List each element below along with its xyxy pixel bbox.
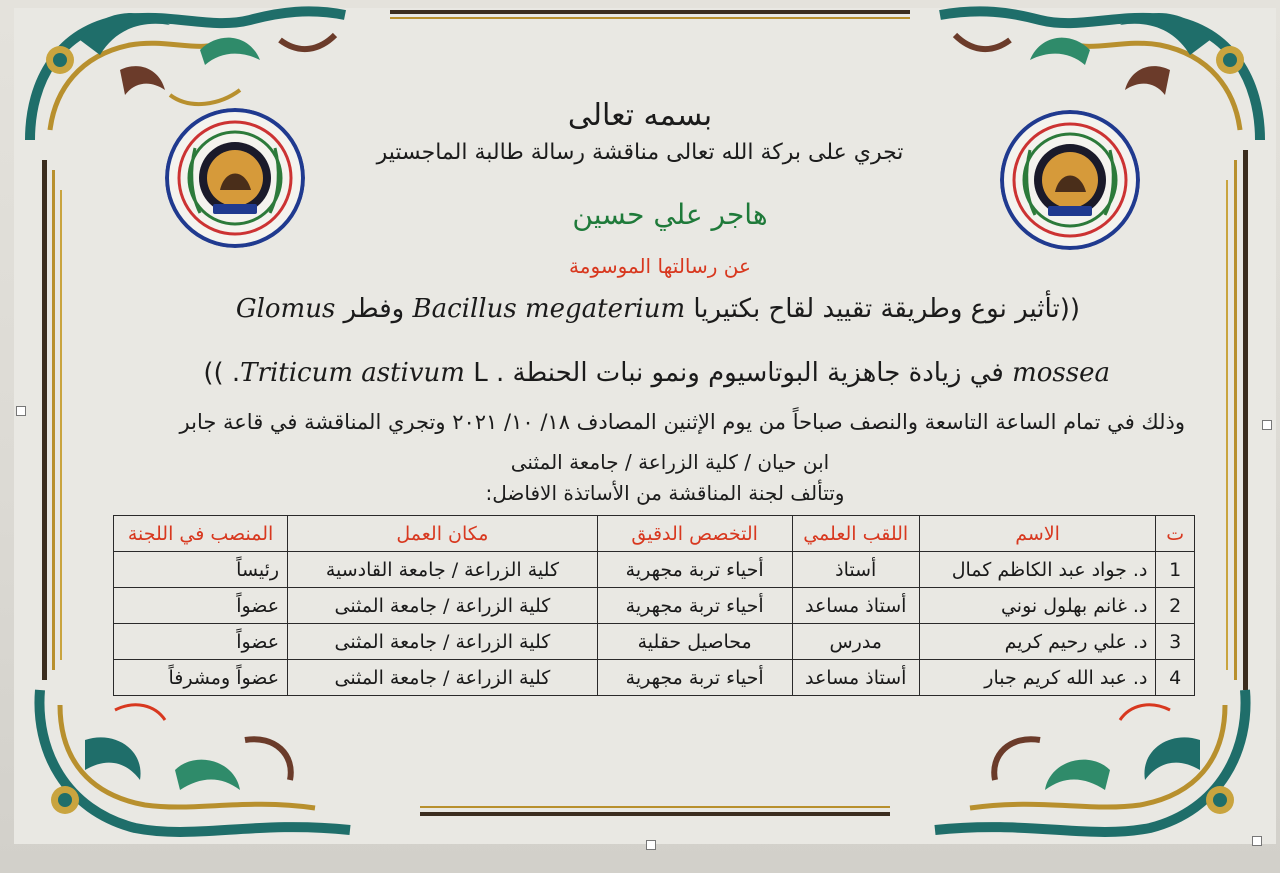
header-name: الاسم bbox=[919, 516, 1156, 552]
ornament-bottom-left bbox=[25, 680, 355, 850]
cell-role: عضواً bbox=[114, 624, 288, 660]
committee-table bbox=[113, 515, 1195, 696]
cell-name: د. علي رحيم كريم bbox=[919, 624, 1156, 660]
table-header-row bbox=[114, 516, 1195, 552]
intro-line: تجري على بركة الله تعالى مناقشة رسالة طالبة الماجستير bbox=[376, 140, 904, 165]
thesis-label: عن رسالتها الموسومة bbox=[569, 254, 751, 278]
cell-role: عضواً ومشرفاً bbox=[114, 660, 288, 696]
thesis-title-mid: وفطر bbox=[335, 294, 413, 324]
header-num: ت bbox=[1156, 516, 1195, 552]
selection-handle[interactable] bbox=[1262, 420, 1272, 430]
student-name: هاجر علي حسين bbox=[572, 198, 768, 231]
cell-name: د. عبد الله كريم جبار bbox=[919, 660, 1156, 696]
table-row bbox=[114, 552, 1195, 588]
bismillah-heading: بسمه تعالى bbox=[567, 98, 713, 133]
thesis-title-prefix: ((تأثير نوع وطريقة تقييد لقاح بكتيريا bbox=[685, 294, 1080, 324]
frame-top-line bbox=[390, 10, 910, 14]
selection-handle[interactable] bbox=[1252, 836, 1262, 846]
frame-top-gold-line bbox=[390, 17, 910, 19]
cell-work: كلية الزراعة / جامعة القادسية bbox=[288, 552, 598, 588]
selection-handle[interactable] bbox=[646, 840, 656, 850]
cell-num: 3 bbox=[1156, 624, 1195, 660]
frame-right-line bbox=[1243, 150, 1248, 690]
cell-rank: أستاذ مساعد bbox=[792, 588, 919, 624]
cell-rank: أستاذ bbox=[792, 552, 919, 588]
frame-left-line bbox=[42, 160, 47, 680]
selection-handle[interactable] bbox=[16, 406, 26, 416]
frame-right-gold-line bbox=[1234, 160, 1237, 680]
cell-num: 2 bbox=[1156, 588, 1195, 624]
frame-left-gold-line bbox=[52, 170, 55, 670]
cell-spec: محاصيل حقلية bbox=[597, 624, 792, 660]
thesis-title-suffix: L. )) bbox=[203, 358, 488, 388]
thesis-title-line-2 bbox=[203, 358, 1110, 388]
cell-spec: أحياء تربة مجهرية bbox=[597, 660, 792, 696]
cell-work: كلية الزراعة / جامعة المثنى bbox=[288, 588, 598, 624]
cell-spec: أحياء تربة مجهرية bbox=[597, 552, 792, 588]
cell-rank: أستاذ مساعد bbox=[792, 660, 919, 696]
header-work: مكان العمل bbox=[288, 516, 598, 552]
table-row bbox=[114, 660, 1195, 696]
species-bacillus: Bacillus megaterium bbox=[412, 294, 686, 324]
defense-place-line: ابن حيان / كلية الزراعة / جامعة المثنى bbox=[510, 450, 830, 474]
cell-rank: مدرس bbox=[792, 624, 919, 660]
header-rank: اللقب العلمي bbox=[792, 516, 919, 552]
frame-bottom-gold-line bbox=[420, 806, 890, 808]
committee-intro-line: وتتألف لجنة المناقشة من الأساتذة الافاضل: bbox=[485, 481, 845, 505]
header-spec: التخصص الدقيق bbox=[597, 516, 792, 552]
thesis-title-mid-2: في زيادة جاهزية البوتاسيوم ونمو نبات الحنطة . bbox=[495, 358, 1013, 388]
cell-name: د. غانم بهلول نوني bbox=[919, 588, 1156, 624]
header-role: المنصب في اللجنة bbox=[114, 516, 288, 552]
cell-work: كلية الزراعة / جامعة المثنى bbox=[288, 660, 598, 696]
species-mossea: mossea bbox=[1012, 358, 1110, 388]
ornament-bottom-right bbox=[930, 680, 1260, 850]
cell-role: عضواً bbox=[114, 588, 288, 624]
species-glomus: Glomus bbox=[235, 294, 336, 324]
thesis-title-line-1 bbox=[235, 294, 1080, 324]
cell-num: 1 bbox=[1156, 552, 1195, 588]
cell-num: 4 bbox=[1156, 660, 1195, 696]
table-row bbox=[114, 624, 1195, 660]
cell-name: د. جواد عبد الكاظم كمال bbox=[919, 552, 1156, 588]
frame-bottom-line bbox=[420, 812, 890, 816]
cell-spec: أحياء تربة مجهرية bbox=[597, 588, 792, 624]
cell-role: رئيساً bbox=[114, 552, 288, 588]
table-row bbox=[114, 588, 1195, 624]
cell-work: كلية الزراعة / جامعة المثنى bbox=[288, 624, 598, 660]
species-triticum: Triticum astivum bbox=[240, 358, 465, 388]
defense-time-line: وذلك في تمام الساعة التاسعة والنصف صباحاً من يوم الإثنين المصادف ١٨/ ١٠/ ٢٠٢١ وتجري المناقشة في قاعة جابر bbox=[179, 410, 1185, 434]
